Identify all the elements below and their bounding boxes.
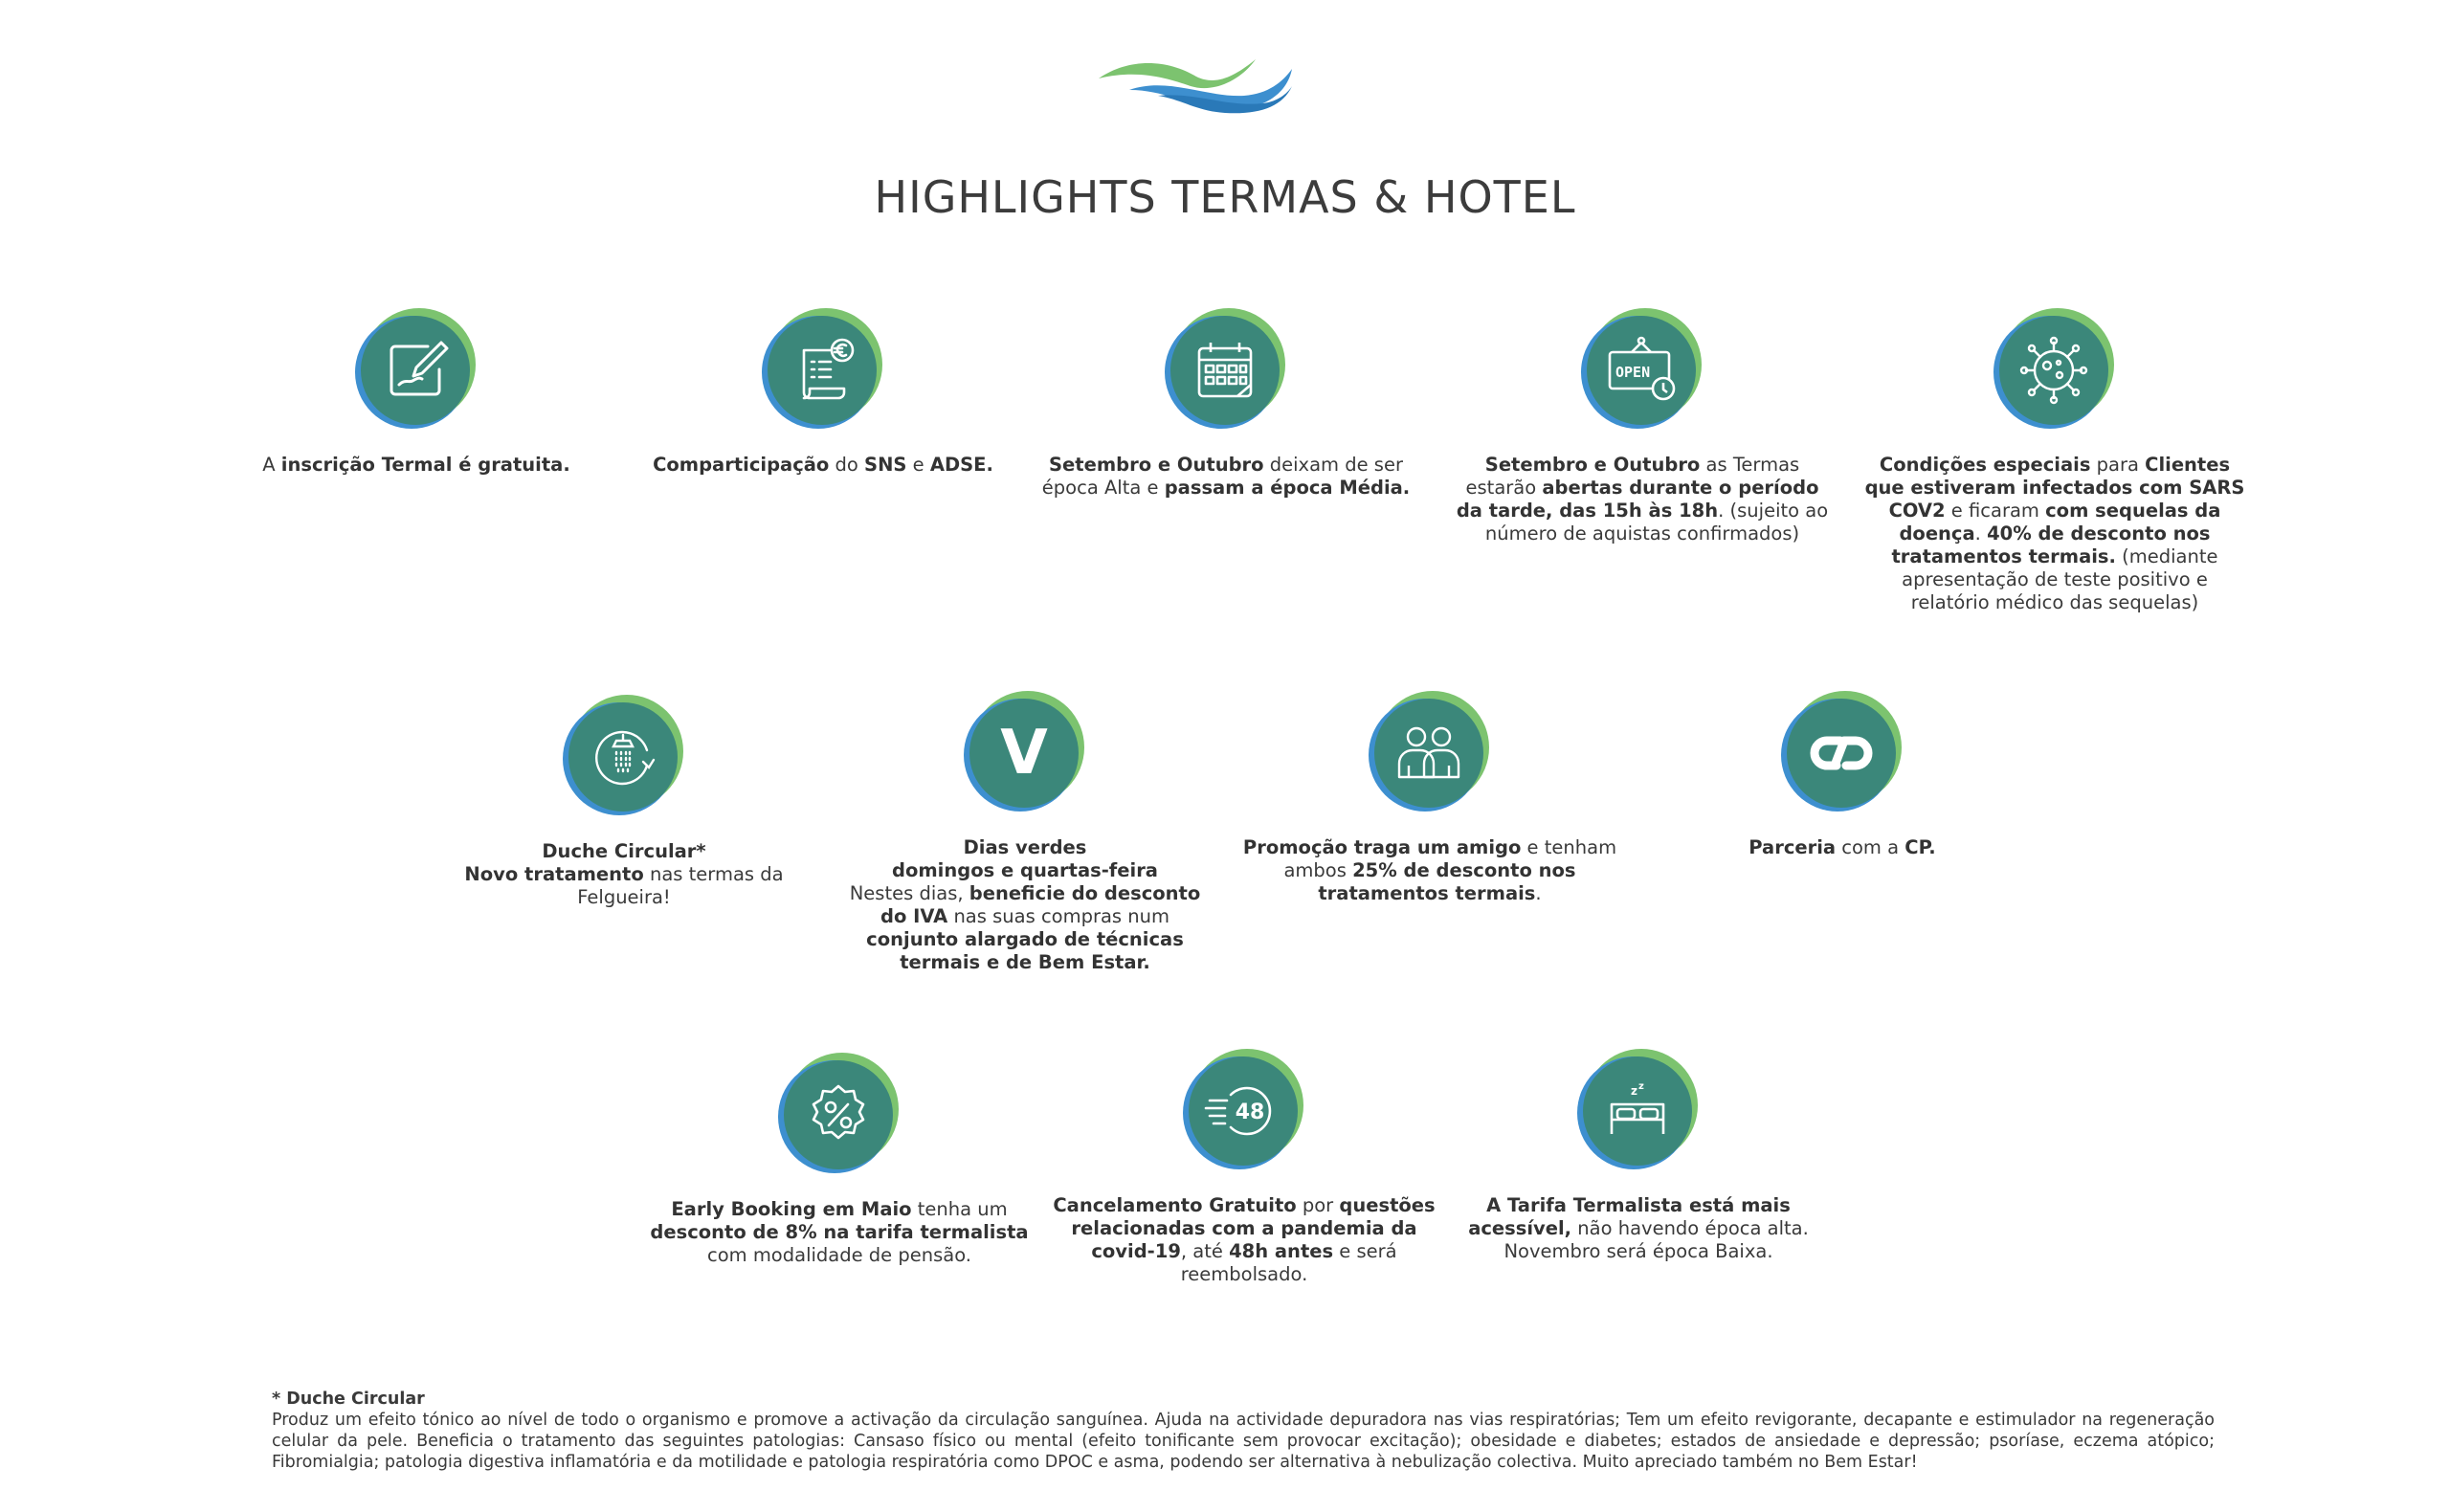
two-friends-icon xyxy=(1374,699,1483,808)
48h-clock-icon xyxy=(1189,1056,1298,1166)
highlight-caption: Setembro e Outubro deixam de ser época Alta e passam a época Média. xyxy=(1041,454,1411,499)
highlight-covid-conditions xyxy=(1863,312,2246,614)
footnote-title: * Duche Circular xyxy=(272,1390,425,1409)
highlight-green-days xyxy=(834,695,1216,974)
highlight-early-booking xyxy=(648,1056,1031,1267)
svg-text:48: 48 xyxy=(1235,1101,1265,1124)
highlight-caption: Parceria com a CP. xyxy=(1748,836,1936,858)
highlight-caption: Comparticipação do SNS e ADSE. xyxy=(653,454,993,476)
highlight-cp-partnership xyxy=(1651,695,2034,859)
highlight-caption: Setembro e Outubro as Termas estarão abertas durante o período da tarde, das 15h às 18h. (sujeito ao número de aquistas confirmados) xyxy=(1456,454,1829,545)
receipt-euro-icon xyxy=(768,316,877,425)
svg-text:z: z xyxy=(1638,1081,1644,1092)
svg-text:z: z xyxy=(1631,1084,1637,1098)
highlight-termalista-rate xyxy=(1447,1053,1830,1263)
highlight-caption: Condições especiais para Clientes que estiveram infectados com SARS COV2 e ficaram com sequelas da doença. 40% de desconto nos tratamentos termais. (mediante apresentação de teste positivo e relatório médico das sequelas) xyxy=(1864,454,2245,613)
highlight-free-registration xyxy=(225,312,608,477)
discount-percent-icon xyxy=(784,1060,893,1169)
highlight-caption: Dias verdes domingos e quartas-feira Nestes dias, beneficie do desconto do IVA nas suas compras num conjunto alargado de técnicas termais e de Bem Estar. xyxy=(849,836,1201,973)
highlight-afternoon-opening xyxy=(1451,312,1834,545)
calendar-icon xyxy=(1170,316,1280,425)
highlight-sns-adse xyxy=(632,312,1014,477)
virus-icon xyxy=(1999,316,2108,425)
highlight-caption: Cancelamento Gratuito por questões relacionadas com a pandemia da covid-19, até 48h antes e será reembolsado. xyxy=(1053,1194,1436,1285)
highlight-bring-a-friend xyxy=(1238,695,1621,905)
highlight-september-october xyxy=(1035,312,1417,500)
signature-pen-icon xyxy=(361,316,470,425)
footnote-text: Produz um efeito tónico ao nível de todo o organismo e promove a activação da circulação sanguínea. Ajuda na actividade depuradora nas vias respiratórias; Tem um efeito revigorante, decapante e estimulador na regeneração celular da pele. Beneficia o tratamento das seguintes patologias: Cansaso físico ou mental (efeito tonificante sem provocar excitação); obesidade e diabetes; estados de ansiedade e depressão; psoríase, eczema atópico; Fibromialgia; patologia digestiva inflamatória e da motilidade e patologia respiratória como DPOC e asma, podendo ser alternativa à nebulização colectiva. Muito apreciado também no Bem Estar! xyxy=(272,1411,2215,1472)
cp-logo-icon xyxy=(1787,699,1896,808)
highlight-caption: Promoção traga um amigo e tenham ambos 25% de desconto nos tratamentos termais. xyxy=(1242,836,1617,904)
svg-text:V: V xyxy=(1000,718,1048,789)
brand-logo xyxy=(1091,48,1302,115)
highlight-caption: A inscrição Termal é gratuita. xyxy=(262,454,570,476)
highlight-circular-shower xyxy=(433,699,815,909)
letter-v-icon xyxy=(969,699,1079,808)
footnote xyxy=(272,1389,2215,1473)
highlight-free-cancellation xyxy=(1053,1053,1436,1286)
page-title: HIGHLIGHTS TERMAS & HOTEL xyxy=(874,170,1576,223)
highlight-caption: Duche Circular* Novo tratamento nas termas da Felgueira! xyxy=(464,840,784,908)
bed-sleep-icon xyxy=(1583,1056,1692,1166)
circular-shower-icon xyxy=(568,702,678,812)
highlight-caption: A Tarifa Termalista está mais acessível, não havendo época alta. Novembro será época Baixa. xyxy=(1468,1194,1809,1262)
svg-text:OPEN: OPEN xyxy=(1615,364,1651,381)
highlight-caption: Early Booking em Maio tenha um desconto de 8% na tarifa termalista com modalidade de pensão. xyxy=(650,1198,1029,1266)
open-sign-icon xyxy=(1587,316,1696,425)
